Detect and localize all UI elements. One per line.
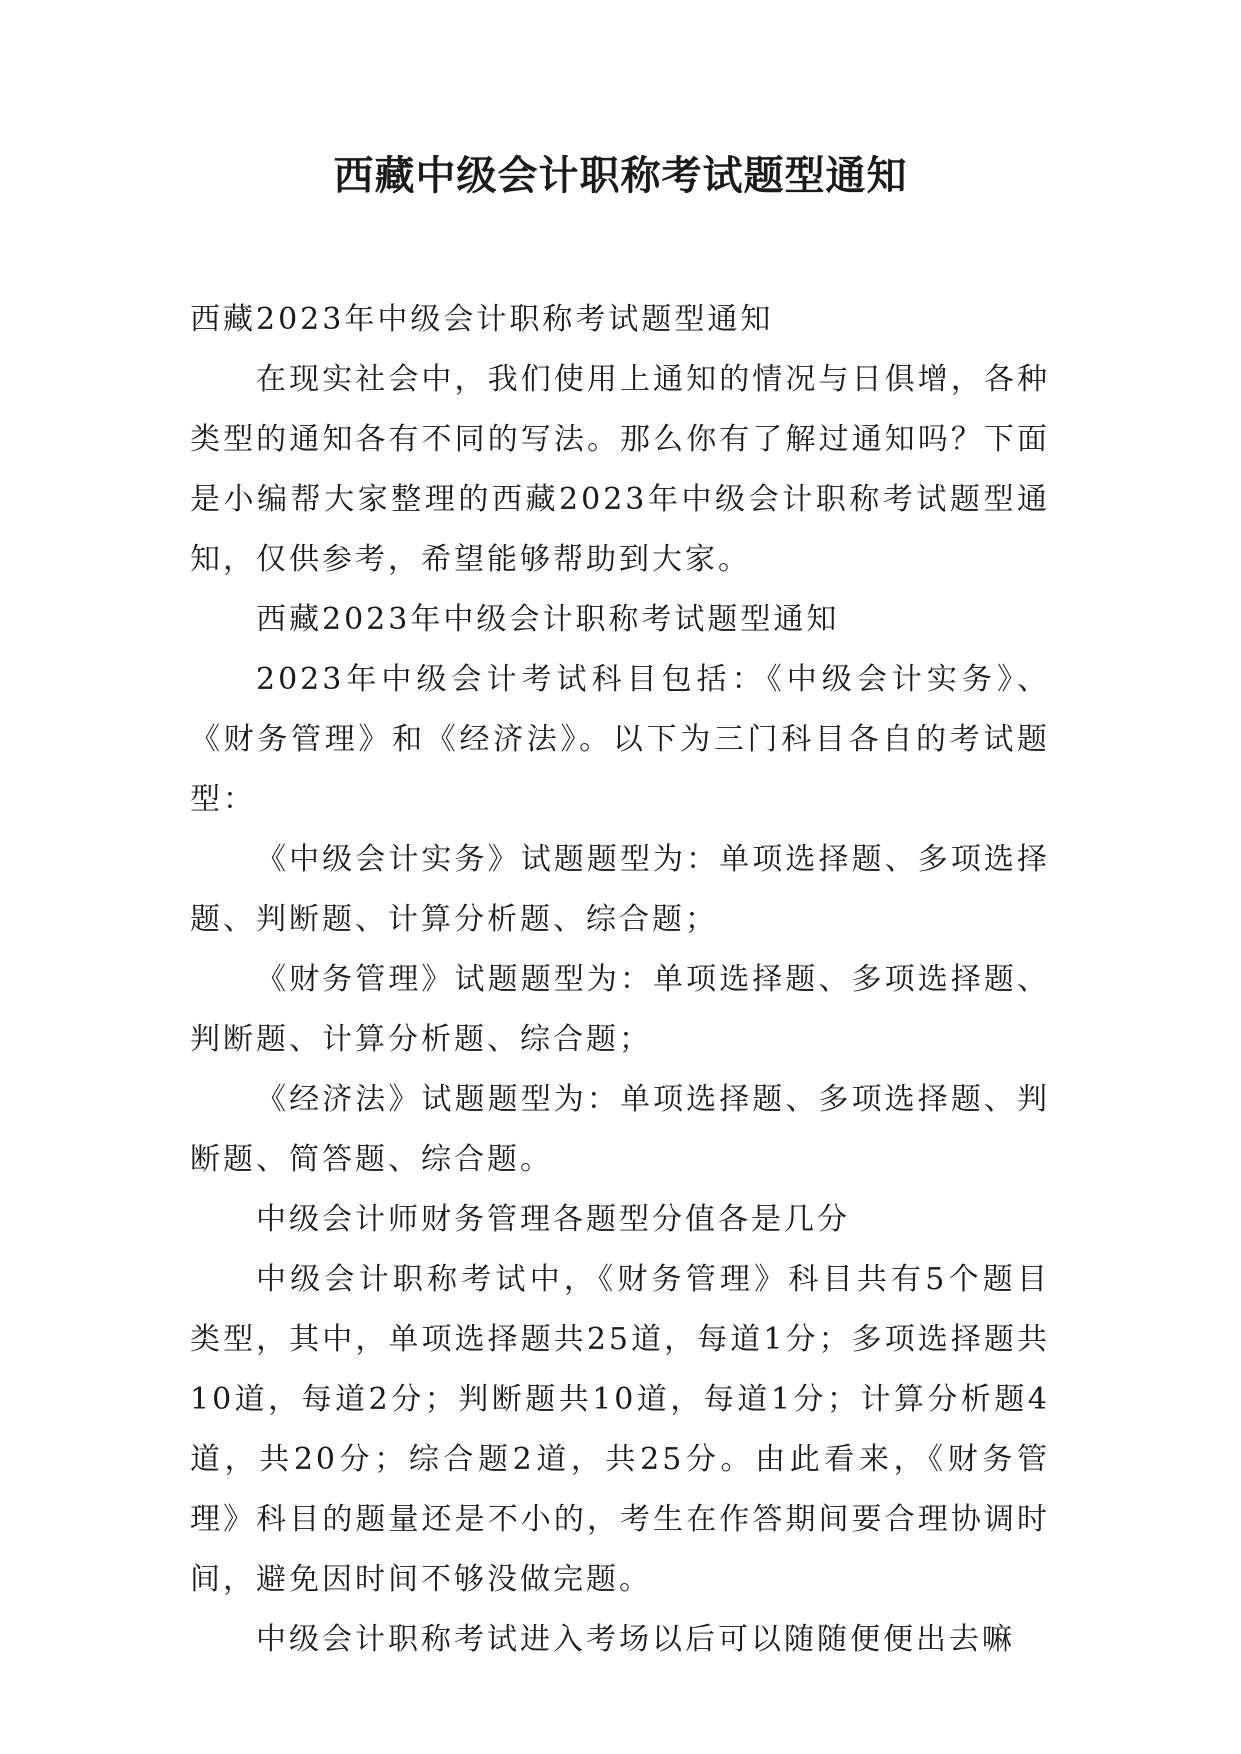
paragraph-subjects: 2023年中级会计考试科目包括：《中级会计实务》、《财务管理》和《经济法》。以下为三门科目各自的考试题型： [190,662,1050,817]
paragraph-score-heading: 中级会计师财务管理各题型分值各是几分 [256,1202,850,1237]
paragraph-economic-law: 《经济法》试题题型为：单项选择题、多项选择题、判断题、简答题、综合题。 [190,1082,1050,1177]
document-body [190,290,1050,1670]
paragraph-intro: 在现实社会中，我们使用上通知的情况与日俱增，各种类型的通知各有不同的写法。那么你有了解过通知吗？下面是小编帮大家整理的西藏2023年中级会计职称考试题型通知，仅供参考，希望能够帮助到大家。 [190,362,1050,577]
document-title: 西藏中级会计职称考试题型通知 [333,153,908,199]
paragraph-financial-management: 《财务管理》试题题型为：单项选择题、多项选择题、判断题、计算分析题、综合题； [190,962,1050,1057]
paragraph-section-heading: 西藏2023年中级会计职称考试题型通知 [256,602,840,637]
paragraph-exam-room-heading: 中级会计职称考试进入考场以后可以随随便便出去嘛 [256,1622,1015,1657]
paragraph-subtitle: 西藏2023年中级会计职称考试题型通知 [190,302,774,337]
paragraph-score-detail: 中级会计职称考试中，《财务管理》科目共有5个题目类型，其中，单项选择题共25道，每道1分；多项选择题共10道，每道2分；判断题共10道，每道1分；计算分析题4道，共20分；综合题2道，共25分。由此看来，《财务管理》科目的题量还是不小的，考生在作答期间要合理协调时间，避免因时间不够没做完题。 [190,1262,1050,1597]
paragraph-accounting-practice: 《中级会计实务》试题题型为：单项选择题、多项选择题、判断题、计算分析题、综合题； [190,842,1050,937]
